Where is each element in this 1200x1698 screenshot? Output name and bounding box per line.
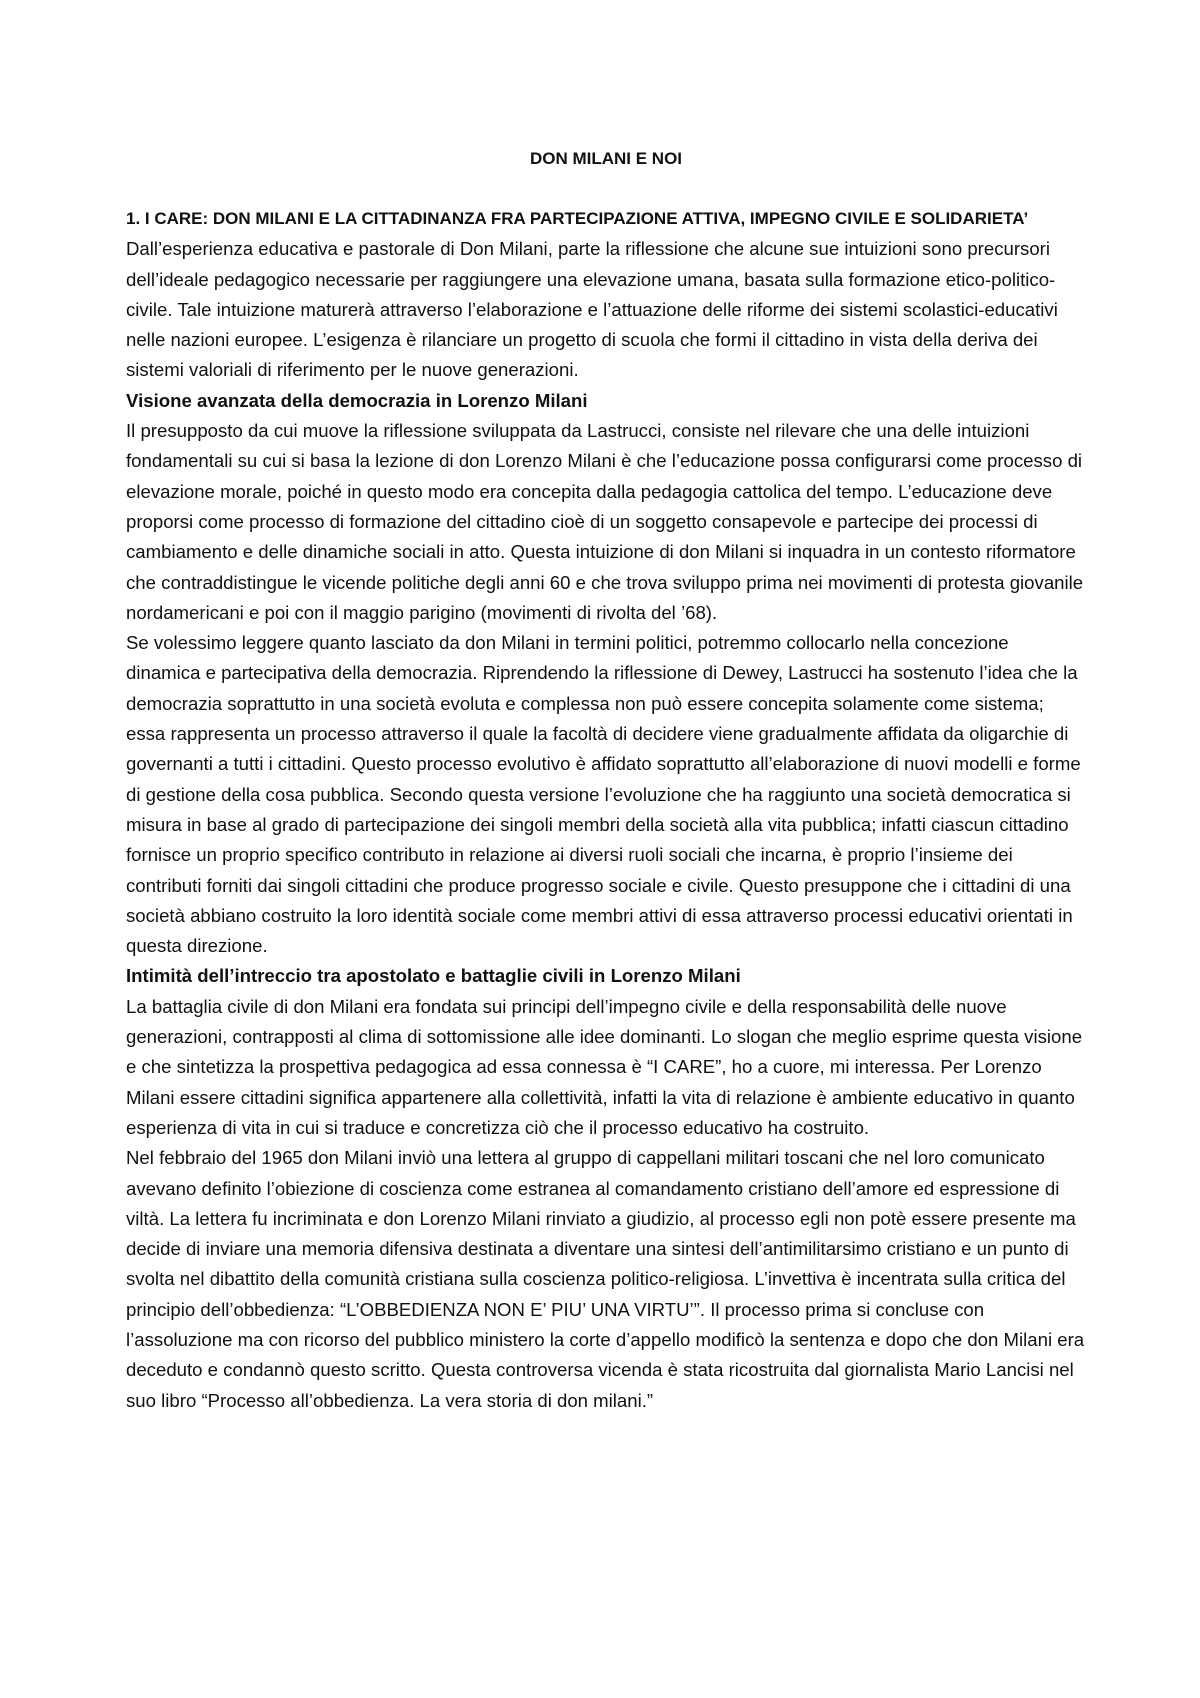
- paragraph-intro: Dall’esperienza educativa e pastorale di Don Milani, parte la riflessione che alcune sue intuizioni sono precursori dell’ideale pedagogico necessarie per raggiungere una elevazione umana, basata sulla formazione etico-politico-civile. Tale intuizione maturerà attraverso l’elaborazione e l’attuazione delle riforme dei sistemi scolastici-educativi nelle nazioni europee. L’esigenza è rilanciare un progetto di scuola che formi il cittadino in vista della deriva dei sistemi valoriali di riferimento per le nuove generazioni.: [126, 238, 1058, 381]
- document-page: [126, 144, 1086, 1416]
- subheading-democracy: Visione avanzata della democrazia in Lorenzo Milani: [126, 389, 588, 411]
- paragraph-1965-letter: Nel febbraio del 1965 don Milani inviò una lettera al gruppo di cappellani militari toscani che nel loro comunicato avevano definito l’obiezione di coscienza come estranea al comandamento cristiano dell’amore ed espressione di viltà. La lettera fu incriminata e don Lorenzo Milani rinviato a giudizio, al processo egli non potè essere presente ma decide di inviare una memoria difensiva destinata a diventare una sintesi dell’antimilitarsimo cristiano e un punto di svolta nel dibattito della comunità cristiana sulla coscienza politico-religiosa. L’invettiva è incentrata sulla critica del principio dell’obbedienza: “L’OBBEDIENZA NON E’ PIU’ UNA VIRTU’”. Il processo prima si concluse con l’assoluzione ma con ricorso del pubblico ministero la corte d’appello modificò la sentenza e dopo che don Milani era deceduto e condannò questo scritto. Questa controversa vicenda è stata ricostruita dal giornalista Mario Lancisi nel suo libro “Processo all’obbedienza. La vera storia di don milani.”: [126, 1147, 1085, 1411]
- section-heading: 1. I CARE: DON MILANI E LA CITTADINANZA FRA PARTECIPAZIONE ATTIVA, IMPEGNO CIVILE E SOLIDARIETA’: [126, 209, 1029, 228]
- paragraph-lastrucci: Il presupposto da cui muove la riflessione sviluppata da Lastrucci, consiste nel rilevare che una delle intuizioni fondamentali su cui si basa la lezione di don Lorenzo Milani è che l’educazione possa configurarsi come processo di elevazione morale, poiché in questo modo era concepita dalla pedagogia cattolica del tempo. L’educazione deve proporsi come processo di formazione del cittadino cioè di un soggetto consapevole e partecipe dei processi di cambiamento e delle dinamiche sociali in atto. Questa intuizione di don Milani si inquadra in un contesto riformatore che contraddistingue le vicende politiche degli anni 60 e che trova sviluppo prima nei movimenti di protesta giovanile nordamericani e poi con il maggio parigino (movimenti di rivolta del ’68).: [126, 420, 1084, 623]
- paragraph-dewey: Se volessimo leggere quanto lasciato da don Milani in termini politici, potremmo collocarlo nella concezione dinamica e partecipativa della democrazia. Riprendendo la riflessione di Dewey, Lastrucci ha sostenuto l’idea che la democrazia soprattutto in una società evoluta e complessa non può essere concepita solamente come sistema; essa rappresenta un processo attraverso il quale la facoltà di decidere viene gradualmente affidata da oligarchie di governanti a tutti i cittadini. Questo processo evolutivo è affidato soprattutto all’elaborazione di nuovi modelli e forme di gestione della cosa pubblica. Secondo questa versione l’evoluzione che ha raggiunto una società democratica si misura in base al grado di partecipazione dei singoli membri della società alla vita pubblica; infatti ciascun cittadino fornisce un proprio specifico contributo in relazione ai diversi ruoli sociali che incarna, è proprio l’insieme dei contributi forniti dai singoli cittadini che produce progresso sociale e civile. Questo presuppone che i cittadini di una società abbiano costruito la loro identità sociale come membri attivi di essa attraverso processi educativi orientati in questa direzione.: [126, 632, 1081, 957]
- document-title: DON MILANI E NOI: [529, 149, 683, 168]
- subheading-apostolate: Intimità dell’intreccio tra apostolato e battaglie civili in Lorenzo Milani: [126, 965, 741, 987]
- paragraph-i-care: La battaglia civile di don Milani era fondata sui principi dell’impegno civile e della responsabilità delle nuove generazioni, contrapposti al clima di sottomissione alle idee dominanti. Lo slogan che meglio esprime questa visione e che sintetizza la prospettiva pedagogica ad essa connessa è “I CARE”, ho a cuore, mi interessa. Per Lorenzo Milani essere cittadini significa appartenere alla collettività, infatti la vita di relazione è ambiente educativo in quanto esperienza di vita in cui si traduce e concretizza ciò che il processo educativo ha costruito.: [126, 995, 1083, 1138]
